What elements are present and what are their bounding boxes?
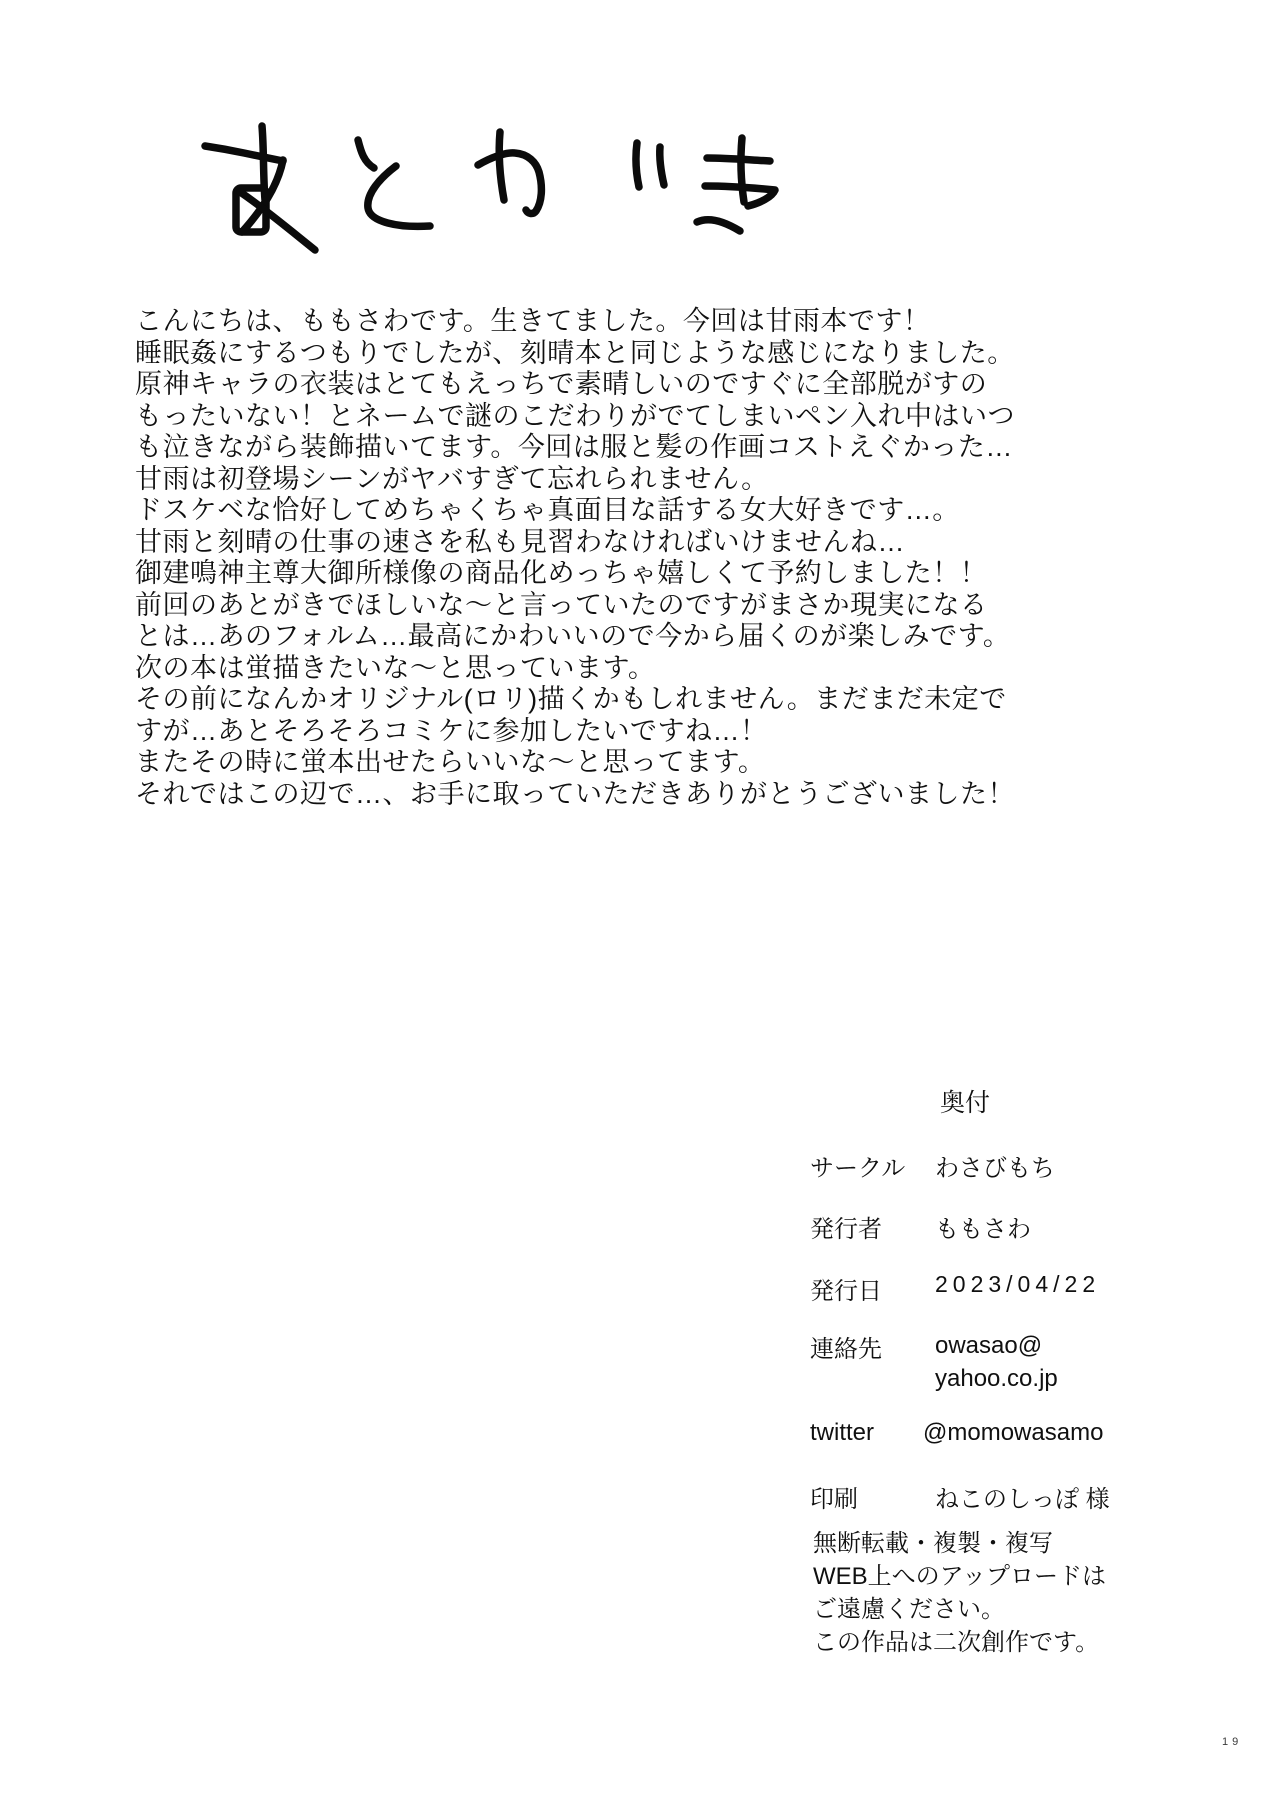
body-line: すが…あとそろそろコミケに参加したいですね…！ [135, 715, 768, 746]
circle-label: サークル [810, 1155, 906, 1182]
twitter-label: twitter [810, 1419, 875, 1446]
title-stroke [358, 140, 374, 168]
body-line: ドスケベな恰好してめちゃくちゃ真面目な話する女大好きです…。 [135, 495, 960, 525]
colophon-row-date [810, 1271, 1101, 1306]
notice-line: ご遠慮ください。 [813, 1596, 1005, 1623]
notice-line: 無断転載・複製・複写 [813, 1530, 1053, 1557]
body-line: またその時に蛍本出せたらいいな～と思ってます。 [135, 747, 766, 777]
body-line: こんにちは、ももさわです。生きてました。今回は甘雨本です！ [135, 306, 931, 336]
page-number: 19 [1222, 1736, 1243, 1748]
contact-email-user: owasao@ [935, 1332, 1043, 1359]
title-stroke [478, 153, 541, 214]
body-line: 前回のあとがきでほしいな～と言っていたのですがまさか現実になる [135, 589, 988, 620]
contact-email-domain: yahoo.co.jp [935, 1365, 1058, 1392]
body-line: とは…あのフォルム…最高にかわいいので今から届くのが楽しみです。 [135, 621, 1011, 651]
twitter-handle: @momowasamo [923, 1419, 1104, 1446]
date-value: 2023/04/22 [935, 1271, 1101, 1297]
body-line: 次の本は蛍描きたいな～と思っています。 [135, 652, 656, 683]
publisher-value: ももさわ [935, 1216, 1031, 1243]
contact-value [935, 1329, 1058, 1395]
colophon-row-twitter [810, 1419, 1104, 1447]
page-title [0, 0, 1, 1]
body-line: その前になんかオリジナル(ロリ)描くかもしれません。まだまだ未定で [135, 684, 1007, 714]
title-stroke [636, 143, 639, 187]
print-label: 印刷 [810, 1486, 858, 1513]
copyright-notice [813, 1527, 1106, 1659]
body-line: 御建鳴神主尊大御所様像の商品化めっちゃ嬉しくて予約しました！！ [135, 558, 988, 588]
title-stroke [499, 132, 504, 200]
circle-value: わさびもち [935, 1155, 1055, 1182]
title-stroke [660, 147, 664, 185]
colophon-row-contact [810, 1329, 1058, 1392]
body-line: 甘雨と刻晴の仕事の速さを私も見習わなければいけませんね… [135, 526, 905, 557]
title-stroke [707, 158, 770, 161]
contact-label: 連絡先 [810, 1336, 882, 1363]
title-stroke [741, 138, 744, 202]
print-value: ねこのしっぽ 様 [935, 1486, 1110, 1513]
body-line: それではこの辺で…、お手に取っていただきありがとうございました！ [135, 778, 1015, 809]
notice-line: この作品は二次創作です。 [813, 1629, 1100, 1656]
notice-line: WEB上へのアップロードは [813, 1563, 1106, 1590]
colophon-row-circle [810, 1148, 1055, 1183]
date-label: 発行日 [810, 1278, 882, 1305]
publisher-label: 発行者 [810, 1216, 882, 1243]
colophon-row-print [810, 1479, 1110, 1514]
title-stroke [205, 146, 283, 161]
body-line: 原神キャラの衣装はとてもえっちで素晴しいのですぐに全部脱がすの [135, 369, 988, 399]
title-stroke [368, 166, 430, 226]
handwritten-title-drawing [150, 70, 790, 255]
body-line: もったいない！とネームで謎のこだわりがでてしまいペン入れ中はいつ [135, 400, 1015, 431]
colophon-heading: 奥付 [940, 1089, 991, 1117]
colophon-row-publisher [810, 1209, 1031, 1244]
body-line: 甘雨は初登場シーンがヤバすぎて忘れられません。 [135, 463, 769, 494]
title-stroke [697, 220, 740, 231]
body-line: 睡眠姦にするつもりでしたが、刻晴本と同じような感じになりました。 [135, 337, 1015, 368]
afterword-body [135, 306, 1145, 810]
body-line: も泣きながら装飾描いてます。今回は服と髪の作画コストえぐかった… [135, 432, 1013, 462]
